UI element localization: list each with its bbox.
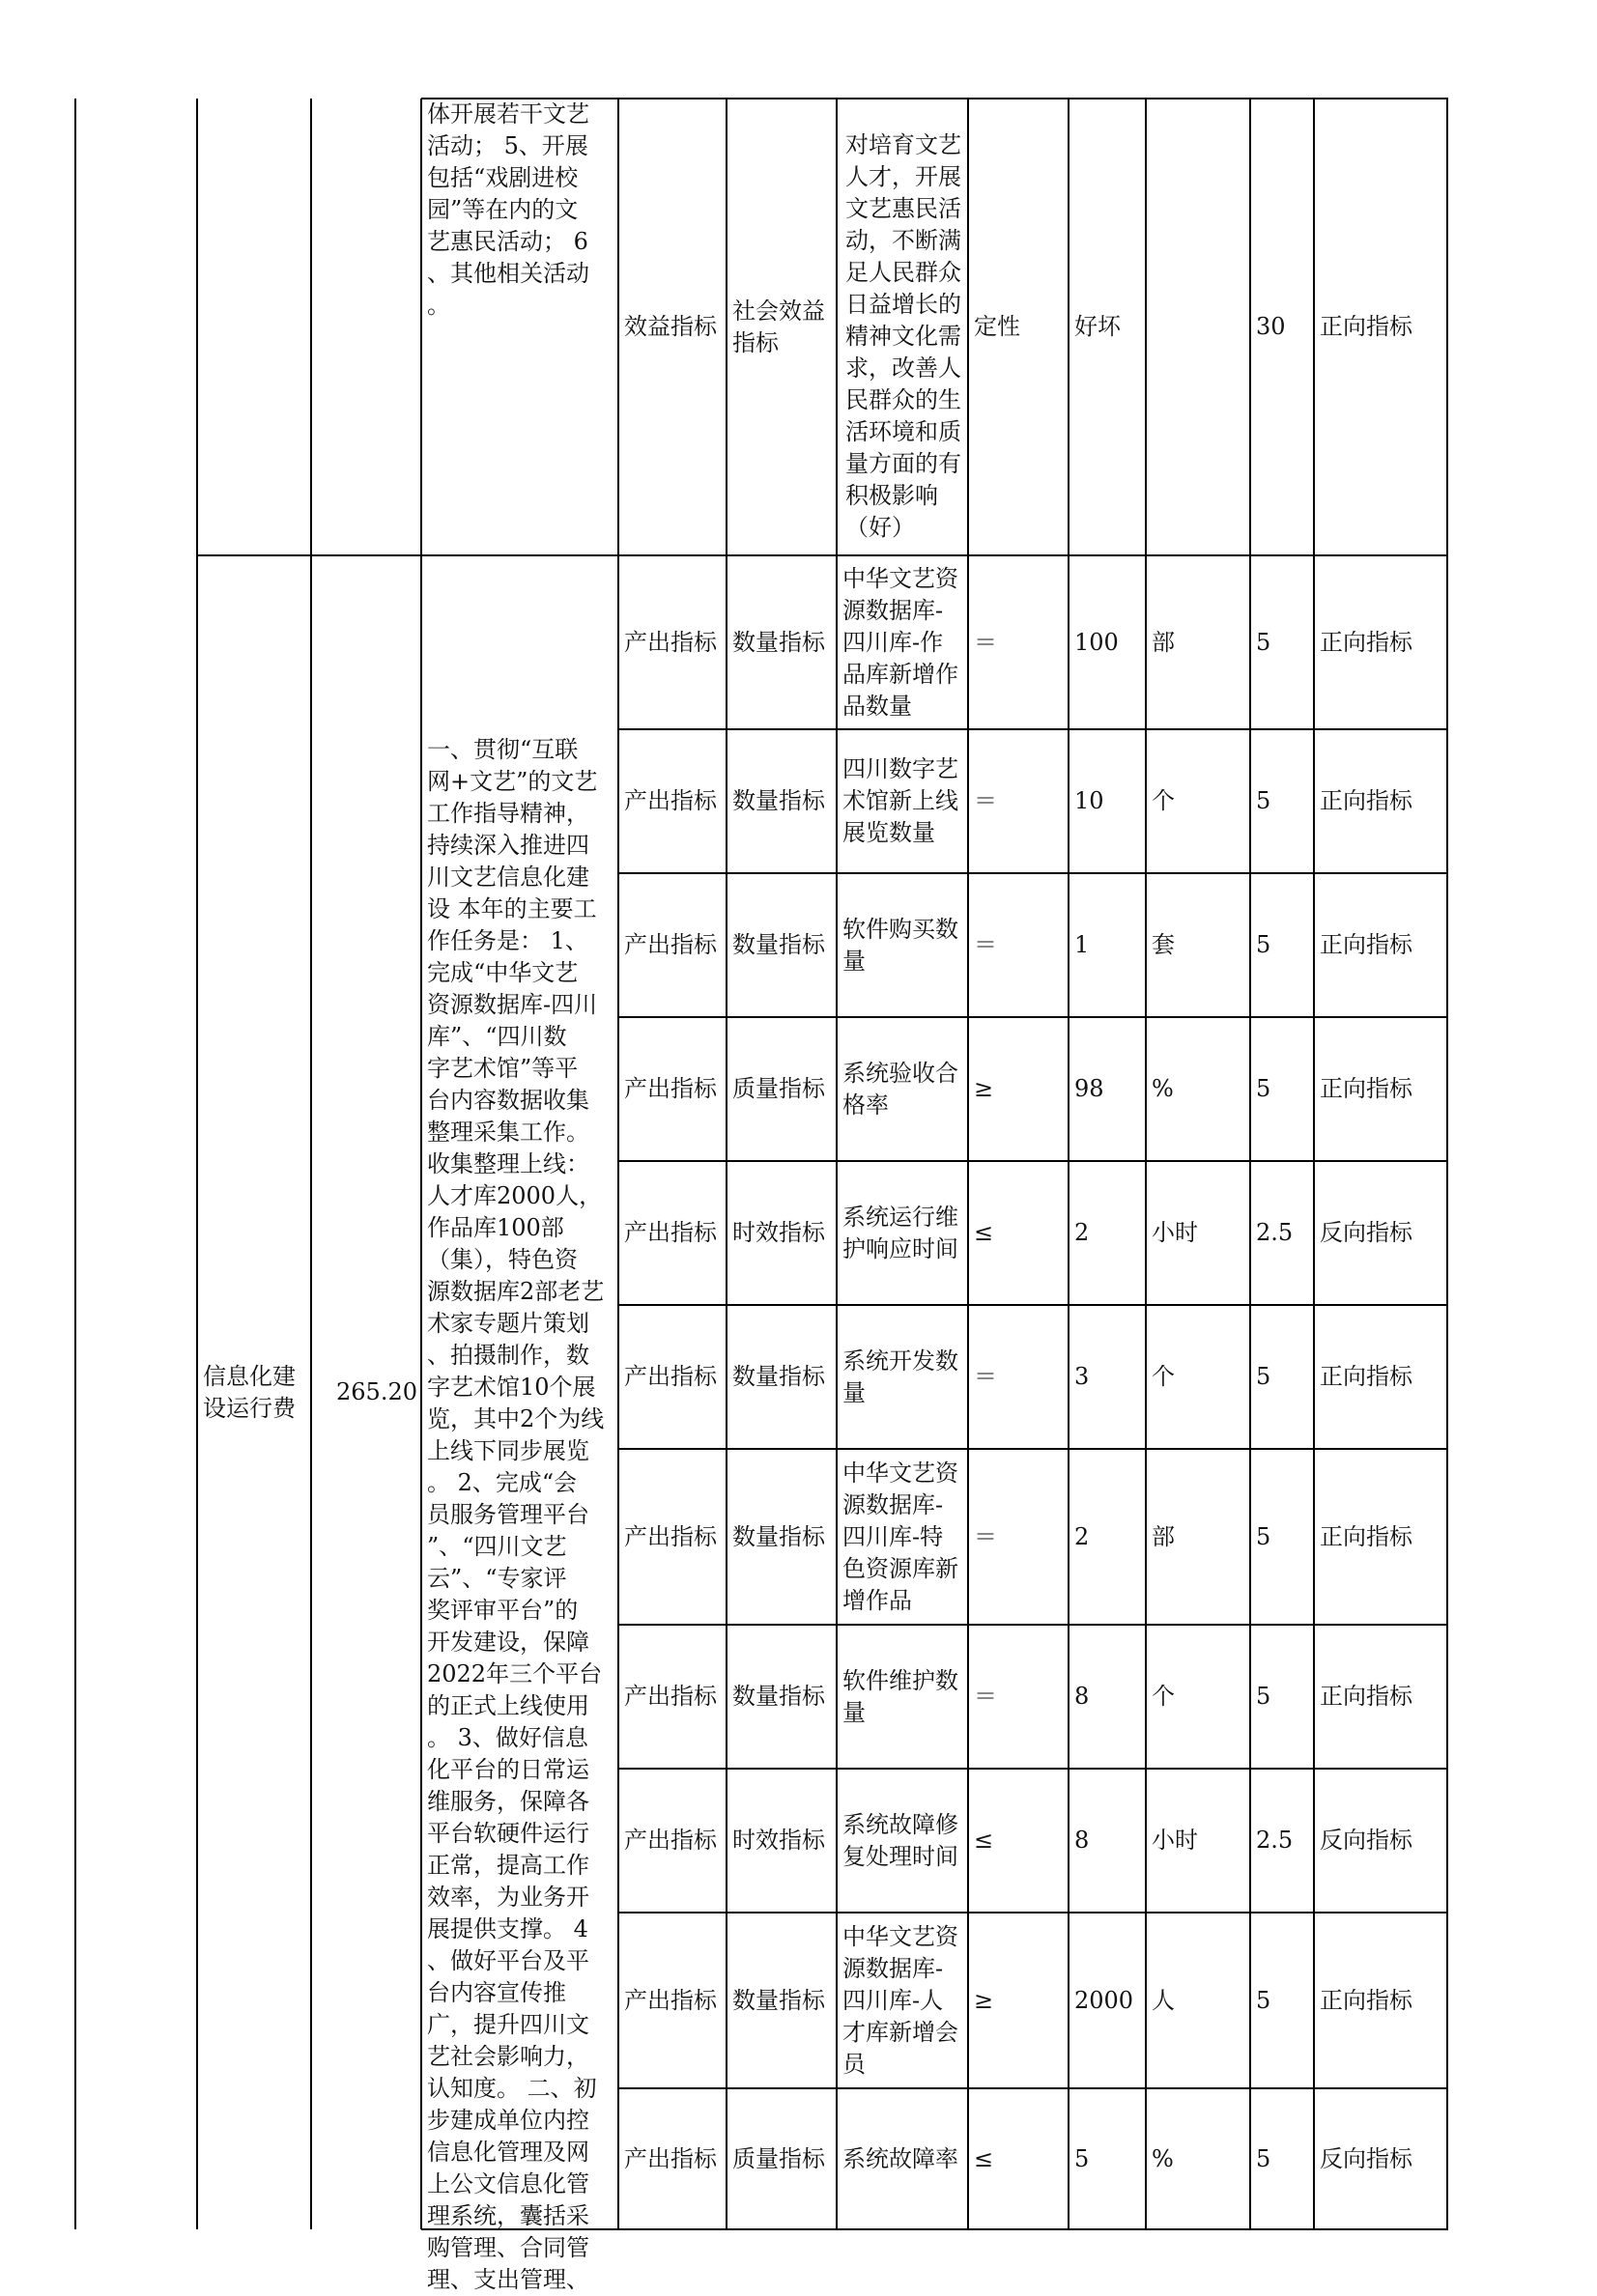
indicator-value: 8 <box>1074 1683 1090 1710</box>
indicator-score: 5 <box>1256 931 1271 958</box>
level3-indicator: 软件维护数 量 <box>842 1666 958 1726</box>
level2-indicator: 数量指标 <box>732 1683 825 1710</box>
grid-vline <box>74 99 76 2229</box>
level1-indicator: 产出指标 <box>624 1683 717 1710</box>
indicator-direction: 反向指标 <box>1320 1219 1412 1246</box>
grid-vline <box>1313 99 1315 2229</box>
indicator-direction: 正向指标 <box>1320 1683 1412 1710</box>
level2-indicator: 数量指标 <box>732 931 825 958</box>
indicator-operator: ≤ <box>974 2144 994 2172</box>
indicator-value: 3 <box>1074 1363 1090 1390</box>
level3-indicator: 系统验收合 格率 <box>842 1059 958 1119</box>
indicator-unit: 人 <box>1152 1986 1175 2014</box>
grid-vline <box>836 99 838 2229</box>
grid-vline <box>1446 99 1448 2229</box>
indicator-score: 30 <box>1256 313 1286 340</box>
indicator-unit: 小时 <box>1152 1219 1198 1246</box>
indicator-unit: % <box>1152 1075 1174 1102</box>
indicator-score: 5 <box>1256 1075 1271 1102</box>
level3-indicator: 中华文艺资 源数据库- 四川库-作 品库新增作 品数量 <box>842 564 958 720</box>
indicator-value: 2000 <box>1074 1986 1134 2014</box>
grid-vline <box>726 99 727 2229</box>
indicator-unit: 部 <box>1152 1522 1175 1550</box>
grid-vline <box>1249 99 1251 2229</box>
indicator-value: 100 <box>1074 628 1119 656</box>
level2-indicator: 社会效益 指标 <box>732 297 825 356</box>
indicator-value: 8 <box>1074 1827 1090 1854</box>
level1-indicator: 产出指标 <box>624 2144 717 2172</box>
grid-vline <box>196 99 198 2229</box>
indicator-value: 10 <box>1074 787 1104 814</box>
indicator-direction: 正向指标 <box>1320 1363 1412 1390</box>
level3-indicator: 系统运行维 护响应时间 <box>842 1203 958 1262</box>
indicator-direction: 正向指标 <box>1320 628 1412 656</box>
indicator-operator: ＝ <box>974 1683 997 1710</box>
level3-indicator: 中华文艺资 源数据库- 四川库-人 才库新增会 员 <box>842 1922 958 2078</box>
indicator-score: 5 <box>1256 628 1271 656</box>
indicator-direction: 正向指标 <box>1320 787 1412 814</box>
indicator-value: 5 <box>1074 2144 1090 2172</box>
level2-indicator: 数量指标 <box>732 1986 825 2014</box>
indicator-score: 5 <box>1256 787 1271 814</box>
level1-indicator: 产出指标 <box>624 1522 717 1550</box>
indicator-direction: 反向指标 <box>1320 1827 1412 1854</box>
indicator-operator: 定性 <box>974 313 1020 340</box>
indicator-direction: 正向指标 <box>1320 931 1412 958</box>
level1-indicator: 产出指标 <box>624 787 717 814</box>
indicator-operator: ≤ <box>974 1219 994 1246</box>
indicator-unit: 个 <box>1152 1363 1175 1390</box>
indicator-score: 2.5 <box>1256 1827 1294 1854</box>
indicator-operator: ＝ <box>974 1363 997 1390</box>
level1-indicator: 产出指标 <box>624 1986 717 2014</box>
level1-indicator: 产出指标 <box>624 1219 717 1246</box>
indicator-score: 5 <box>1256 1986 1271 2014</box>
indicator-value: 98 <box>1074 1075 1104 1102</box>
indicator-score: 5 <box>1256 1683 1271 1710</box>
level1-indicator: 产出指标 <box>624 1363 717 1390</box>
indicator-direction: 正向指标 <box>1320 1075 1412 1102</box>
indicator-operator: ≥ <box>974 1986 994 2014</box>
indicator-unit: 小时 <box>1152 1827 1198 1854</box>
indicator-direction: 正向指标 <box>1320 1986 1412 2014</box>
level1-indicator: 效益指标 <box>624 313 717 340</box>
indicator-direction: 正向指标 <box>1320 313 1412 340</box>
grid-vline <box>310 99 312 2229</box>
level1-indicator: 产出指标 <box>624 931 717 958</box>
level3-indicator: 系统故障修 复处理时间 <box>842 1810 958 1870</box>
indicator-unit: 套 <box>1152 931 1175 958</box>
grid-vline <box>420 99 422 2229</box>
level3-indicator: 系统故障率 <box>842 2144 958 2172</box>
level2-indicator: 数量指标 <box>732 628 825 656</box>
indicator-unit <box>1152 99 1246 555</box>
level3-indicator: 对培育文艺 人才，开展 文艺惠民活 动，不断满 足人民群众 日益增长的 精神文化需 求，改善人 民群众的生 活环境和质 量方面的有 积极影响 （好） <box>845 131 961 541</box>
level2-indicator: 质量指标 <box>732 1075 825 1102</box>
level3-indicator: 软件购买数 量 <box>842 915 958 975</box>
indicator-unit: 个 <box>1152 787 1175 814</box>
indicator-score: 5 <box>1256 1522 1271 1550</box>
level2-indicator: 质量指标 <box>732 2144 825 2172</box>
grid-vline <box>1145 99 1147 2229</box>
indicator-direction: 反向指标 <box>1320 2144 1412 2172</box>
level2-indicator: 时效指标 <box>732 1827 825 1854</box>
indicator-value: 好坏 <box>1074 313 1121 340</box>
indicator-score: 5 <box>1256 2144 1271 2172</box>
level2-indicator: 数量指标 <box>732 1522 825 1550</box>
grid-vline <box>617 99 619 2229</box>
indicator-unit: % <box>1152 2144 1174 2172</box>
level1-indicator: 产出指标 <box>624 628 717 656</box>
project-amount: 265.20 <box>336 1378 417 1405</box>
level2-indicator: 数量指标 <box>732 1363 825 1390</box>
level2-indicator: 数量指标 <box>732 787 825 814</box>
project-name: 信息化建 设运行费 <box>203 1362 296 1422</box>
project-description: 一、贯彻“互联 网+文艺”的文艺 工作指导精神， 持续深入推进四 川文艺信息化建 设 本年的主要工 作任务是： 1、 完成“中华文艺 资源数据库-四川 库”、“四川数 字艺术馆”等平 台内容数据收集 整理采集工作。 收集整理上线： 人才库2000人， 作品库100部 （集），特色资 源数据库2部老艺 术家专题片策划 、拍摄制作，数 字艺术馆10个展 览，其中2个为线 上线下同步展览 。 2、完成“会 员服务管理平台 ”、“四川文艺 云”、“专家评 奖评审平台”的 开发建设，保障 2022年三个平台 的正式上线使用 。 3、做好信息 化平台的日常运 维服务，保障各 平台软硬件运行 正常，提高工作 效率，为业务开 展提供支撑。 4 、做好平台及平 台内容宣传推 广，提升四川文 艺社会影响力， 认知度。 二、初 步建成单位内控 信息化管理及网 上公文信息化管 理系统，囊括采 购管理、合同管 理、支出管理、 <box>427 736 605 2293</box>
indicator-operator: ＝ <box>974 787 997 814</box>
indicator-unit: 个 <box>1152 1683 1175 1710</box>
indicator-value: 2 <box>1074 1522 1090 1550</box>
level3-indicator: 系统开发数 量 <box>842 1346 958 1406</box>
project-description-cont: 体开展若干文艺 活动； 5、开展 包括“戏剧进校 园”等在内的文 艺惠民活动； 6 、其他相关活动 。 <box>427 100 589 319</box>
indicator-operator: ≥ <box>974 1075 994 1102</box>
indicator-value: 2 <box>1074 1219 1090 1246</box>
level1-indicator: 产出指标 <box>624 1827 717 1854</box>
indicator-unit: 部 <box>1152 628 1175 656</box>
grid-vline <box>967 99 969 2229</box>
indicator-operator: ＝ <box>974 1522 997 1550</box>
indicator-operator: ≤ <box>974 1827 994 1854</box>
indicator-direction: 正向指标 <box>1320 1522 1412 1550</box>
indicator-score: 5 <box>1256 1363 1271 1390</box>
level1-indicator: 产出指标 <box>624 1075 717 1102</box>
level3-indicator: 中华文艺资 源数据库- 四川库-特 色资源库新 增作品 <box>842 1459 958 1614</box>
indicator-operator: ＝ <box>974 931 997 958</box>
level2-indicator: 时效指标 <box>732 1219 825 1246</box>
indicator-operator: ＝ <box>974 628 997 656</box>
indicator-value: 1 <box>1074 931 1090 958</box>
level3-indicator: 四川数字艺 术馆新上线 展览数量 <box>842 755 958 846</box>
indicator-score: 2.5 <box>1256 1219 1294 1246</box>
grid-vline <box>1068 99 1069 2229</box>
